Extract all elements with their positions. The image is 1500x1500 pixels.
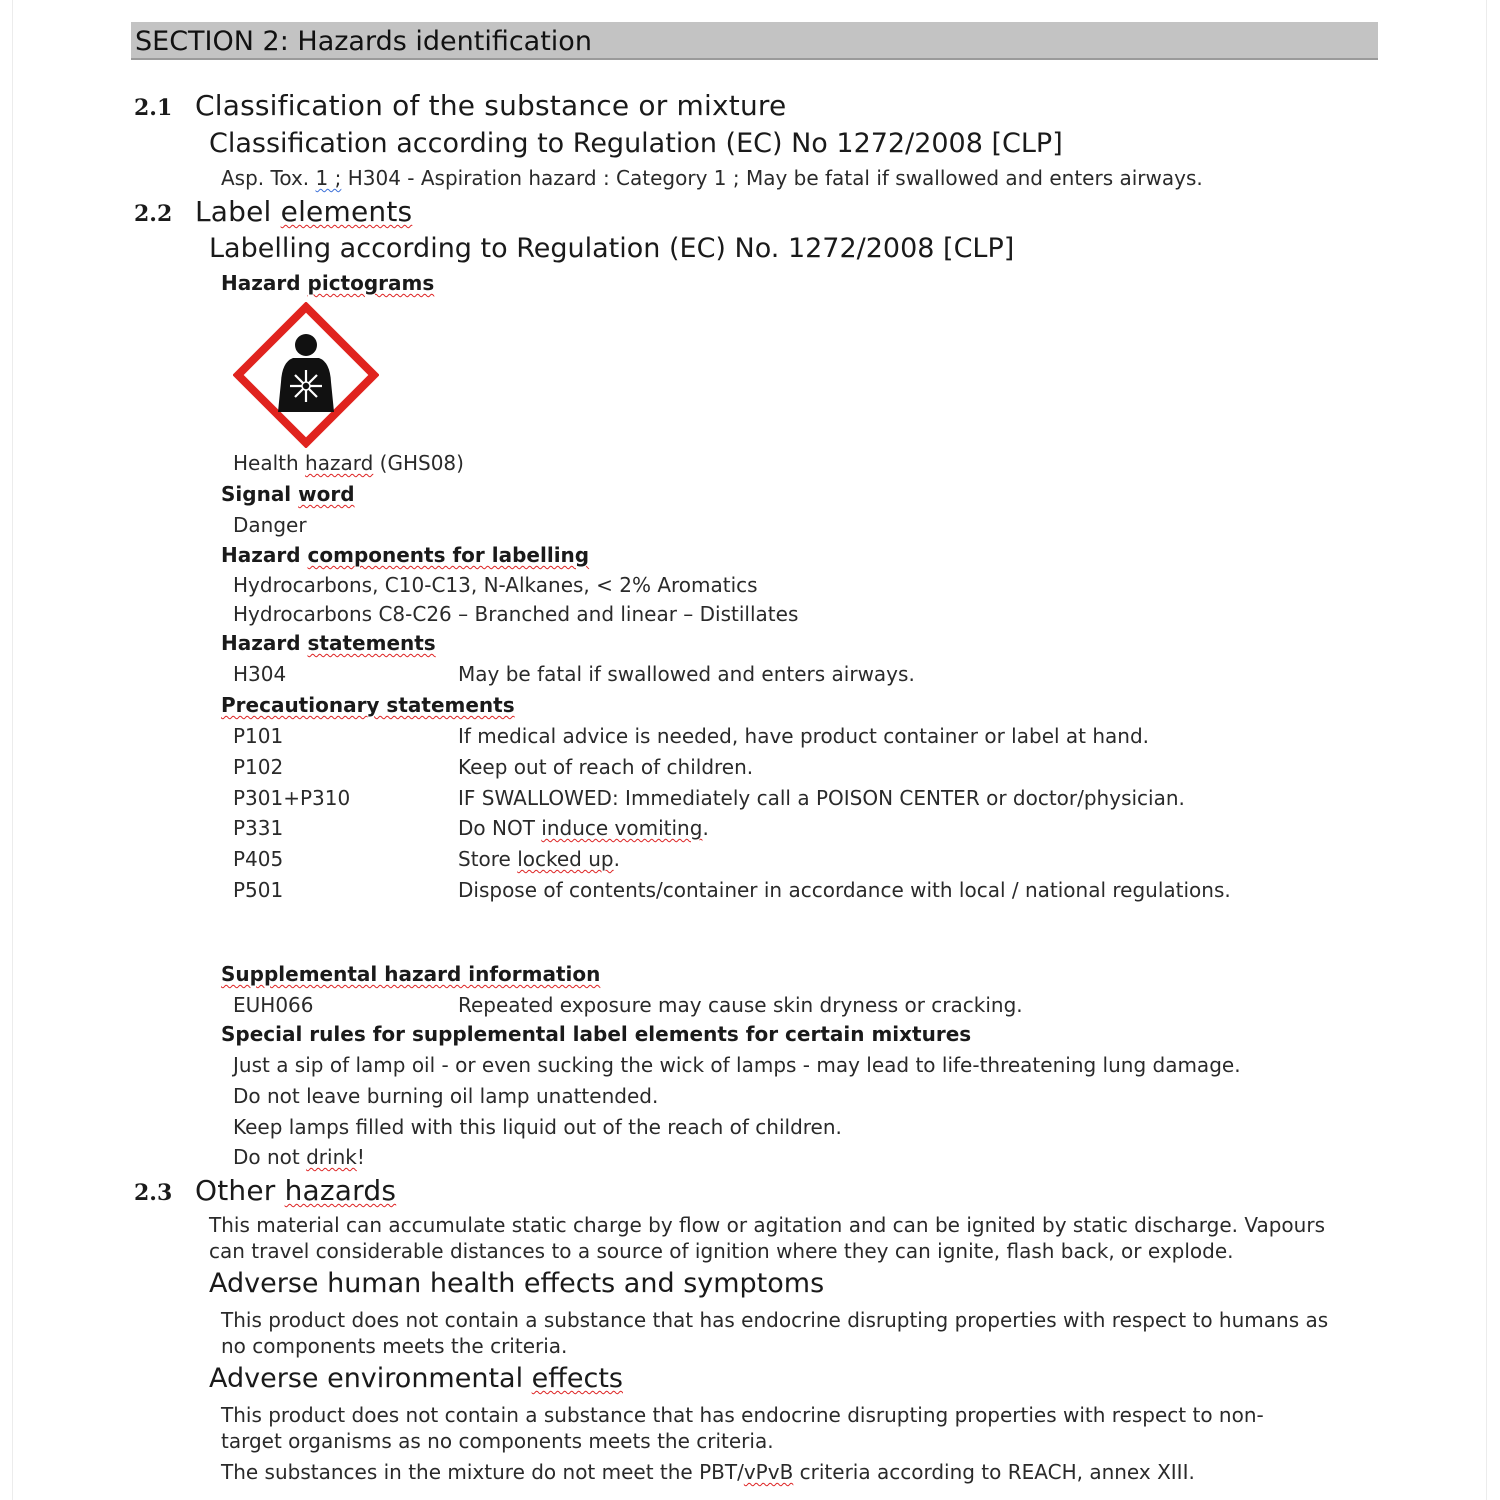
classification-pre: Asp. Tox.: [221, 166, 316, 190]
component-item: Hydrocarbons, C10-C13, N-Alkanes, < 2% Aromatics: [233, 573, 758, 597]
precautionary-heading-text: Precautionary statements: [221, 693, 515, 717]
pictograms-heading-b: pictograms: [307, 271, 435, 295]
precaution-text-c: .: [702, 816, 709, 840]
hazard-statements-heading-a: Hazard: [221, 631, 308, 655]
precaution-code: P102: [233, 755, 284, 779]
page-edge-left: [12, 0, 13, 1500]
supplemental-code: EUH066: [233, 993, 314, 1017]
supplemental-text: Repeated exposure may cause skin dryness or cracking.: [458, 993, 1023, 1017]
precaution-text-b: locked up: [517, 847, 614, 871]
signal-word-value: Danger: [233, 513, 307, 537]
other-hazards-text: This material can accumulate static charge by flow or agitation and can be ignited by static discharge. Vapours can travel considerable distances to a source of ignition where they can ignite, flash back, or explode.: [209, 1213, 1325, 1263]
label-heading-a: Label: [195, 195, 281, 228]
pictograms-heading: [221, 271, 434, 295]
special-rule-line: [233, 1145, 365, 1169]
classification-subheading: Classification according to Regulation (EC) No 1272/2008 [CLP]: [209, 128, 1063, 159]
precaution-text: If medical advice is needed, have product container or label at hand.: [458, 724, 1150, 748]
labelling-subheading: Labelling according to Regulation (EC) No. 1272/2008 [CLP]: [209, 233, 1015, 264]
pictogram-head: [295, 334, 317, 356]
section-2-2-number: 2.2: [134, 201, 173, 227]
pbt-statement-a: The substances in the mixture do not meet the PBT/: [221, 1460, 744, 1484]
precaution-text: Dispose of contents/container in accordance with local / national regulations.: [458, 878, 1231, 902]
signal-word-heading: [221, 482, 355, 506]
special-rule-last-a: Do not: [233, 1145, 307, 1169]
special-rule-last-b: drink: [306, 1145, 357, 1169]
precaution-code: P301+P310: [233, 786, 351, 810]
special-rule-line: Keep lamps filled with this liquid out of the reach of children.: [233, 1115, 842, 1139]
supplemental-heading-text: Supplemental hazard information: [221, 962, 601, 986]
page-edge-right: [1486, 0, 1487, 1500]
special-rule-line: Just a sip of lamp oil - or even sucking the wick of lamps - may lead to life-threatening lung damage.: [233, 1053, 1241, 1077]
environmental-heading: [209, 1363, 623, 1394]
signal-heading-a: Signal: [221, 482, 299, 506]
section-title: [135, 26, 592, 57]
section-title-text: SECTION 2: Hazards identification: [135, 26, 592, 57]
pictogram-caption-b: hazard: [305, 451, 374, 475]
health-hazard-icon: [233, 302, 379, 448]
environmental-heading-a: Adverse environmental: [209, 1363, 532, 1394]
other-hazards-heading-a: Other: [195, 1174, 285, 1207]
hazard-text: May be fatal if swallowed and enters airways.: [458, 662, 915, 686]
pictogram-caption: [233, 451, 464, 475]
human-health-text: This product does not contain a substance that has endocrine disrupting properties with respect to humans as no components meets the criteria.: [221, 1308, 1329, 1358]
components-heading-a: Hazard: [221, 543, 308, 567]
special-rule-last-c: !: [356, 1145, 365, 1169]
hazard-code: H304: [233, 662, 287, 686]
section-2-3-number: 2.3: [134, 1180, 173, 1206]
pictograms-heading-a: Hazard: [221, 271, 308, 295]
pbt-statement-c: criteria according to REACH, annex XIII.: [793, 1460, 1195, 1484]
classification-category: 1 ;: [315, 166, 342, 190]
special-rules-heading: Special rules for supplemental label elements for certain mixtures: [221, 1022, 972, 1046]
environmental-text: This product does not contain a substance that has endocrine disrupting properties with respect to non-target organisms as no components meets the criteria.: [221, 1403, 1264, 1453]
precaution-code: P405: [233, 847, 284, 871]
pictogram-caption-c: (GHS08): [373, 451, 464, 475]
pbt-statement: [221, 1460, 1195, 1484]
precaution-text: [458, 816, 709, 840]
section-header-bar: [131, 22, 1378, 60]
component-item: Hydrocarbons C8-C26 – Branched and linear – Distillates: [233, 602, 799, 626]
components-heading-b: components for labelling: [307, 543, 590, 567]
section-2-2-heading: [195, 195, 412, 228]
precaution-code: P331: [233, 816, 284, 840]
precaution-text: [458, 847, 620, 871]
precaution-text: IF SWALLOWED: Immediately call a POISON CENTER or doctor/physician.: [458, 786, 1185, 810]
precaution-text-c: .: [613, 847, 620, 871]
section-2-1-heading: Classification of the substance or mixture: [195, 89, 787, 122]
supplemental-heading: [221, 962, 600, 986]
special-rule-line: Do not leave burning oil lamp unattended.: [233, 1084, 659, 1108]
pictogram-caption-a: Health: [233, 451, 306, 475]
human-health-heading: Adverse human health effects and symptoms: [209, 1268, 825, 1299]
section-2-1-number: 2.1: [134, 95, 173, 121]
other-hazards-heading-b: hazards: [284, 1174, 397, 1207]
section-2-3-heading: [195, 1174, 396, 1207]
precaution-text-a: Do NOT: [458, 816, 542, 840]
precaution-code: P501: [233, 878, 284, 902]
precaution-text-b: induce vomiting: [541, 816, 703, 840]
precaution-text: Keep out of reach of children.: [458, 755, 754, 779]
classification-post: H304 - Aspiration hazard : Category 1 ; May be fatal if swallowed and enters airways.: [341, 166, 1203, 190]
classification-text: [221, 166, 1203, 190]
pbt-statement-b: vPvB: [743, 1460, 794, 1484]
components-heading: [221, 543, 589, 567]
signal-heading-b: word: [298, 482, 355, 506]
precaution-text-a: Store: [458, 847, 518, 871]
environmental-heading-b: effects: [531, 1363, 623, 1394]
label-heading-b: elements: [280, 195, 413, 228]
precautionary-heading: [221, 693, 515, 717]
hazard-statements-heading: [221, 631, 436, 655]
precaution-code: P101: [233, 724, 284, 748]
hazard-statements-heading-b: statements: [307, 631, 436, 655]
